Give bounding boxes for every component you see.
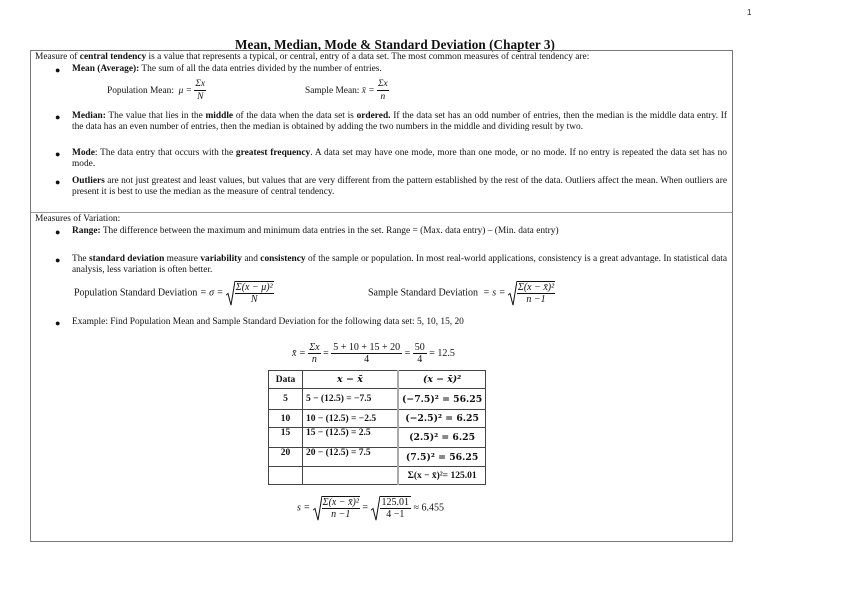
bullet-icon: ● (55, 255, 61, 265)
population-mean-formula (107, 79, 206, 103)
table-row (269, 389, 486, 410)
table-cell (303, 467, 399, 485)
population-sd-label: Population Standard Deviation (74, 287, 198, 299)
sample-sd-calculation (297, 496, 444, 521)
table-header-row (269, 371, 486, 389)
population-mean-fraction (194, 79, 206, 103)
range-definition (72, 226, 559, 237)
intro-text: Measure of (35, 52, 80, 62)
table-cell: (−7.5)² = 56.25 (398, 389, 486, 410)
equals-sign: = (323, 348, 329, 359)
table-cell-total: Σ(x − x̄)²= 125.01 (398, 467, 486, 485)
sample-sd-label: Sample Standard Deviation (368, 287, 478, 299)
fraction-numerator: Σ(x − x̄)² (517, 282, 555, 293)
central-tendency-intro (35, 52, 589, 63)
fraction-denominator: N (197, 92, 204, 102)
stdev-text: measure (164, 254, 201, 264)
equals-sign: = (362, 502, 369, 514)
fraction-numerator: Σ(x − μ)² (235, 282, 273, 293)
table-cell: 20 (269, 448, 303, 467)
stdev-text: of the sample or population. In most real-world applications, consistency is a great advantage. In statistical data analysis, less variation is often better. (72, 254, 728, 276)
fraction-numerator: 125.01 (381, 497, 410, 508)
fraction-denominator: n (311, 354, 317, 365)
outliers-definition (72, 176, 727, 198)
mode-bold: greatest frequency (235, 148, 311, 158)
mode-text: . A data set may have one mode, more than one mode, or no mode. If no entry is repeated the data set has no mode. (72, 148, 727, 170)
stdev-definition (72, 254, 727, 276)
table-header: x − x̄ (303, 371, 399, 389)
intro-bold: central tendency (79, 52, 147, 62)
square-root (313, 496, 360, 521)
square-root (508, 281, 555, 306)
range-label: Range: (72, 226, 101, 236)
square-root (371, 496, 412, 521)
table-row (269, 448, 486, 467)
x-bar-symbol: x̄ = (292, 348, 306, 359)
table-row-total (269, 467, 486, 485)
table-cell: 15 − (12.5) = 2.5 (303, 428, 399, 448)
sample-mean-label: Sample Mean: (305, 86, 360, 96)
radical-icon (508, 281, 517, 306)
table-row (269, 410, 486, 428)
fraction-denominator: n −1 (331, 509, 351, 520)
example-text: Example: Find Population Mean and Sample Standard Deviation for the following data set: 5, 10, 15, 20 (72, 317, 464, 327)
fraction-denominator: n (380, 92, 386, 102)
bullet-icon: ● (55, 112, 61, 122)
square-root (226, 281, 274, 306)
bullet-icon: ● (55, 149, 61, 159)
intro-text-rest: is a value that represents a typical, or central, entry of a data set. The most common measures of central tendency are: (146, 52, 590, 62)
fraction-numerator: Σx (195, 79, 206, 89)
x-bar-symbol: x̄ = (361, 86, 375, 96)
deviation-table (268, 370, 486, 485)
table-cell: 10 − (12.5) = −2.5 (303, 410, 399, 428)
table-cell: 15 (269, 428, 303, 448)
table-cell: 20 − (12.5) = 7.5 (303, 448, 399, 467)
table-header: Data (269, 371, 303, 389)
table-cell: (2.5)² = 6.25 (398, 428, 486, 448)
sd-result: ≈ 6.455 (413, 502, 445, 514)
range-text: The difference between the maximum and minimum data entries in the set. Range = (Max. data entry) – (Min. data entry) (100, 226, 559, 236)
table-cell (269, 467, 303, 485)
radical-icon (313, 496, 322, 521)
median-text: The value that lies in the (105, 111, 206, 121)
bullet-icon: ● (55, 177, 61, 187)
stdev-text: The (72, 254, 89, 264)
bullet-icon: ● (55, 318, 61, 328)
s-symbol: s = (297, 502, 311, 514)
bullet-icon: ● (55, 65, 61, 75)
variation-heading: Measures of Variation: (35, 214, 121, 224)
table-row (269, 428, 486, 448)
median-text: If the data set has an odd number of entries, then the median is the middle data entry. If the data has an even number of entries, then the median is obtained by adding the two numbers in the middle and dividing result by two. (72, 111, 728, 133)
table-cell: (−2.5)² = 6.25 (398, 410, 486, 428)
mu-symbol: μ = (178, 86, 192, 96)
sample-mean-fraction (377, 79, 389, 103)
median-bold-ordered: ordered. (356, 111, 391, 121)
population-sd-formula (74, 281, 274, 306)
median-text: of the data when the data set is (233, 111, 357, 121)
mean-calculation (292, 342, 455, 366)
fraction-denominator: N (250, 294, 258, 305)
sample-sd-formula (368, 281, 555, 306)
fraction-numerator: Σx (377, 79, 388, 89)
radical-icon (226, 281, 235, 306)
fraction-denominator: 4 (364, 354, 370, 365)
table-cell: 5 (269, 389, 303, 410)
fraction-denominator: 4 −1 (386, 509, 405, 520)
mode-text: : The data entry that occurs with the (94, 148, 236, 158)
stdev-text: and (241, 254, 261, 264)
table-cell: 10 (269, 410, 303, 428)
population-mean-label: Population Mean: (107, 86, 174, 96)
radical-icon (371, 496, 380, 521)
fraction-denominator: n −1 (526, 294, 546, 305)
sigma-symbol: = σ = (199, 287, 224, 299)
mean-text: The sum of all the data entries divided by the number of entries. (139, 64, 382, 74)
stdev-bold: standard deviation (88, 254, 165, 264)
table-cell: 5 − (12.5) = −7.5 (303, 389, 399, 410)
table-cell: (7.5)² = 56.25 (398, 448, 486, 467)
median-bold-middle: middle (205, 111, 234, 121)
equals-sign: = (404, 348, 411, 359)
fraction-numerator: Σx (309, 342, 320, 353)
outliers-label: Outliers (72, 176, 105, 186)
fraction-denominator: 4 (417, 354, 423, 365)
table-header: (x − x̄)² (398, 371, 486, 389)
page-title: Mean, Median, Mode & Standard Deviation (Chapter 3) (235, 37, 555, 52)
bullet-icon: ● (55, 227, 61, 237)
median-definition (72, 111, 727, 133)
variability-bold: variability (200, 254, 242, 264)
fraction-numerator: Σ(x − x̄)² (322, 497, 359, 508)
outliers-text: are not just greatest and least values, but values that are very different from the pattern established by the rest of the data. Outliers affect the mean. When outliers are present it is best to use the median as the measure of central tendency. (72, 176, 727, 198)
mean-label: Mean (Average): (72, 64, 140, 74)
median-label: Median: (72, 111, 106, 121)
mode-definition (72, 148, 727, 170)
s-symbol: = s = (482, 287, 506, 299)
mean-definition (72, 64, 382, 75)
sample-mean-formula (305, 79, 389, 103)
fraction-numerator: 50 (414, 342, 425, 353)
fraction-numerator: 5 + 10 + 15 + 20 (333, 342, 401, 353)
mode-label: Mode (72, 148, 95, 158)
page-number: 1 (747, 8, 752, 17)
consistency-bold: consistency (260, 254, 306, 264)
mean-result: = 12.5 (429, 348, 455, 359)
